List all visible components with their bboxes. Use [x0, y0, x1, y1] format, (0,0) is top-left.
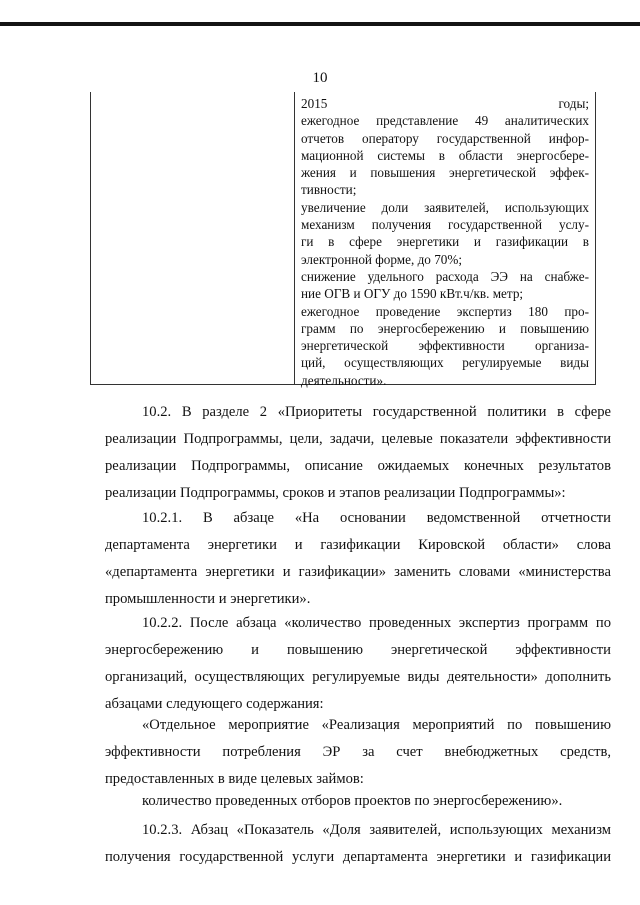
paragraph-10-2-2 — [105, 610, 611, 718]
paragraph-10-2-3 — [105, 817, 611, 871]
table-line: ежегодное представление 49 аналитических — [301, 113, 589, 129]
text-line: «департамента энергетики и газификации» заменить словами «министерства — [105, 564, 611, 580]
table-line: увеличение доли заявителей, использующих — [301, 199, 589, 215]
text-line: энергосбережению и повышению энергетической эффективности — [105, 642, 611, 658]
table-line: отчетов оператору государственной инфор- — [301, 130, 589, 146]
text-line: «Отдельное мероприятие «Реализация мероприятий по повышению — [142, 717, 611, 733]
text-line: департамента энергетики и газификации Кировской области» слова — [105, 537, 611, 553]
table-line: ги в сфере энергетики и газификации в — [301, 234, 589, 250]
text-line: предоставленных в виде целевых займов: — [105, 771, 364, 787]
text-line: 10.2.1. В абзаце «На основании ведомственной отчетности — [142, 510, 611, 526]
text-line: получения государственной услуги департамента энергетики и газификации — [105, 849, 611, 865]
table-line: снижение удельного расхода ЭЭ на снабже- — [301, 268, 589, 284]
text-line: эффективности потребления ЭР за счет внебюджетных средств, — [105, 744, 611, 760]
table-line: энергетической эффективности организа- — [301, 338, 589, 354]
table-right-cell — [301, 95, 589, 389]
table-line: жения и повышения энергетической эффек- — [301, 165, 589, 181]
paragraph-quote — [105, 712, 611, 793]
table-line: ние ОГВ и ОГУ до 1590 кВт.ч/кв. метр; — [301, 286, 524, 302]
text-line: промышленности и энергетики». — [105, 591, 311, 607]
paragraph-10-2 — [105, 399, 611, 507]
top-scan-border — [0, 22, 640, 26]
table-line: электронной форме, до 70%; — [301, 251, 463, 267]
text-line: 10.2. В разделе 2 «Приоритеты государственной политики в сфере — [142, 404, 611, 420]
table-line: ежегодное проведение экспертиз 180 про- — [301, 303, 589, 319]
text-line: реализации Подпрограммы, цели, задачи, целевые показатели эффективности — [105, 431, 611, 447]
text-line: количество проведенных отборов проектов по энергосбережению». — [142, 793, 563, 809]
text-line: организаций, осуществляющих регулируемые виды деятельности» дополнить — [105, 669, 611, 685]
text-line: абзацами следующего содержания: — [105, 696, 324, 712]
text-line: реализации Подпрограммы, описание ожидаемых конечных результатов — [105, 458, 611, 474]
table-line: тивности; — [301, 182, 357, 198]
table-line: мационной системы в области энергосбере- — [301, 147, 589, 163]
text-line: реализации Подпрограммы, сроков и этапов реализации Подпрограммы»: — [105, 485, 566, 501]
page-number: 10 — [312, 70, 328, 86]
paragraph-10-2-1 — [105, 505, 611, 613]
text-line: 10.2.3. Абзац «Показатель «Доля заявителей, использующих механизм — [142, 822, 611, 838]
table-line: грамм по энергосбережению и повышению — [301, 320, 589, 336]
table-line: деятельности». — [301, 372, 387, 388]
table-line: механизм получения государственной услу- — [301, 217, 589, 233]
table-column-divider — [294, 92, 295, 384]
continuation-table — [90, 92, 596, 388]
text-line: 10.2.2. После абзаца «количество проведенных экспертиз программ по — [142, 615, 611, 631]
table-line: 2015 годы; — [301, 96, 589, 111]
table-line: ций, осуществляющих регулируемые виды — [301, 355, 589, 371]
paragraph-quote-end — [105, 788, 611, 815]
